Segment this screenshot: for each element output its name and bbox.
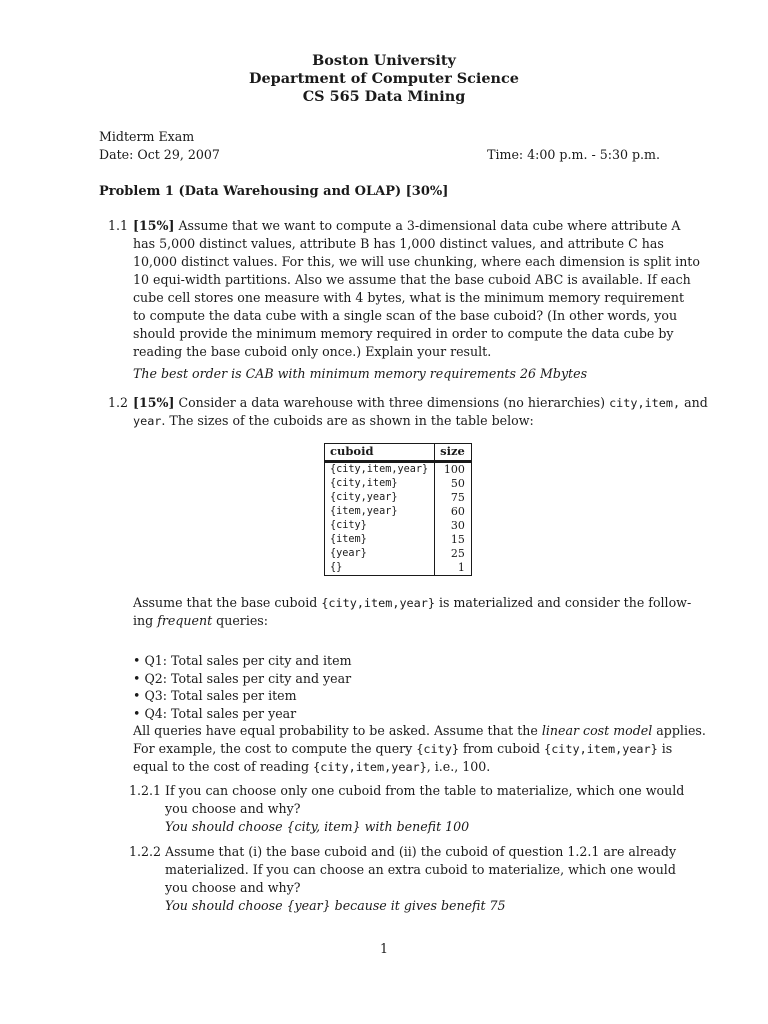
page-number: 1 — [379, 941, 388, 956]
list-item: • Q2: Total sales per city and year — [133, 671, 352, 686]
table-row: {year} 25 — [325, 547, 472, 561]
q122-number: 1.2.2 — [129, 844, 162, 859]
problem-title: Problem 1 (Data Warehousing and OLAP) [30%] — [99, 184, 449, 199]
column-header-size: size — [435, 444, 472, 462]
q122-line-2: materialized. If you can choose an extra cuboid to materialize, which one would — [165, 862, 676, 877]
q11-answer: The best order is CAB with minimum memory requirements 26 Mbytes — [133, 366, 588, 381]
table-header-row — [325, 444, 472, 462]
q11-number: 1.1 — [108, 218, 129, 233]
q11-line-3: 10,000 distinct values. For this, we will use chunking, where each dimension is split into — [133, 254, 700, 269]
exam-time: Time: 4:00 p.m. - 5:30 p.m. — [487, 147, 660, 162]
q11-line-2: has 5,000 distinct values, attribute B has 1,000 distinct values, and attribute C has — [133, 236, 664, 251]
bullet-icon: • — [133, 688, 145, 703]
table-row: {item} 15 — [325, 533, 472, 547]
bullet-icon: • — [133, 671, 145, 686]
table-row: {city} 30 — [325, 519, 472, 533]
q11-line-8: reading the base cuboid only once.) Explain your result. — [133, 344, 492, 359]
course-title: CS 565 Data Mining — [302, 88, 466, 105]
university-title: Boston University — [312, 52, 456, 69]
q121-line-1: If you can choose only one cuboid from the table to materialize, which one would — [165, 783, 685, 798]
q11-line-6: to compute the data cube with a single scan of the base cuboid? (In other words, you — [133, 308, 678, 323]
q122-answer: You should choose {year} because it gives benefit 75 — [165, 898, 506, 913]
list-item: • Q1: Total sales per city and item — [133, 653, 352, 668]
q121-number: 1.2.1 — [129, 783, 162, 798]
cost-line-3: equal to the cost of reading {city,item,year}, i.e., 100. — [133, 759, 491, 774]
cost-line-1: All queries have equal probability to be asked. Assume that the linear cost model applies. — [133, 723, 706, 738]
q121-line-2: you choose and why? — [165, 801, 301, 816]
exam-name: Midterm Exam — [99, 129, 195, 144]
table-row: {item,year} 60 — [325, 505, 472, 519]
q122-line-3: you choose and why? — [165, 880, 301, 895]
exam-date: Date: Oct 29, 2007 — [99, 147, 220, 162]
q11-weight: [15%] — [133, 218, 175, 233]
bullet-icon: • — [133, 706, 145, 721]
table-row: {city,year} 75 — [325, 491, 472, 505]
q11-line-4: 10 equi-width partitions. Also we assume that the base cuboid ABC is available. If each — [133, 272, 691, 287]
cost-line-2: For example, the cost to compute the query {city} from cuboid {city,item,year} is — [133, 741, 673, 756]
department-title: Department of Computer Science — [249, 70, 519, 87]
list-item: • Q3: Total sales per item — [133, 688, 297, 703]
table-row: {city,item,year} 100 — [325, 462, 472, 478]
list-item: • Q4: Total sales per year — [133, 706, 297, 721]
q121-answer: You should choose {city, item} with benefit 100 — [165, 819, 470, 834]
q11-line-5: cube cell stores one measure with 4 bytes, what is the minimum memory requirement — [133, 290, 685, 305]
table-row: {} 1 — [325, 561, 472, 576]
base-cuboid-line-1: Assume that the base cuboid {city,item,year} is materialized and consider the follow- — [133, 595, 692, 610]
bullet-icon: • — [133, 653, 145, 668]
column-header-cuboid: cuboid — [325, 444, 435, 462]
q11-line-7: should provide the minimum memory required in order to compute the data cube by — [133, 326, 674, 341]
q11-line-1: [15%] Assume that we want to compute a 3-dimensional data cube where attribute A — [133, 218, 681, 233]
table-row: {city,item} 50 — [325, 477, 472, 491]
q12-line-1: [15%] Consider a data warehouse with three dimensions (no hierarchies) city,item, and — [133, 395, 708, 410]
q12-number: 1.2 — [108, 395, 129, 410]
base-cuboid-line-2: ing frequent queries: — [133, 613, 269, 628]
cuboid-size-table — [324, 443, 472, 576]
q122-line-1: Assume that (i) the base cuboid and (ii) the cuboid of question 1.2.1 are already — [165, 844, 677, 859]
q12-line-2: year. The sizes of the cuboids are as shown in the table below: — [133, 413, 534, 428]
